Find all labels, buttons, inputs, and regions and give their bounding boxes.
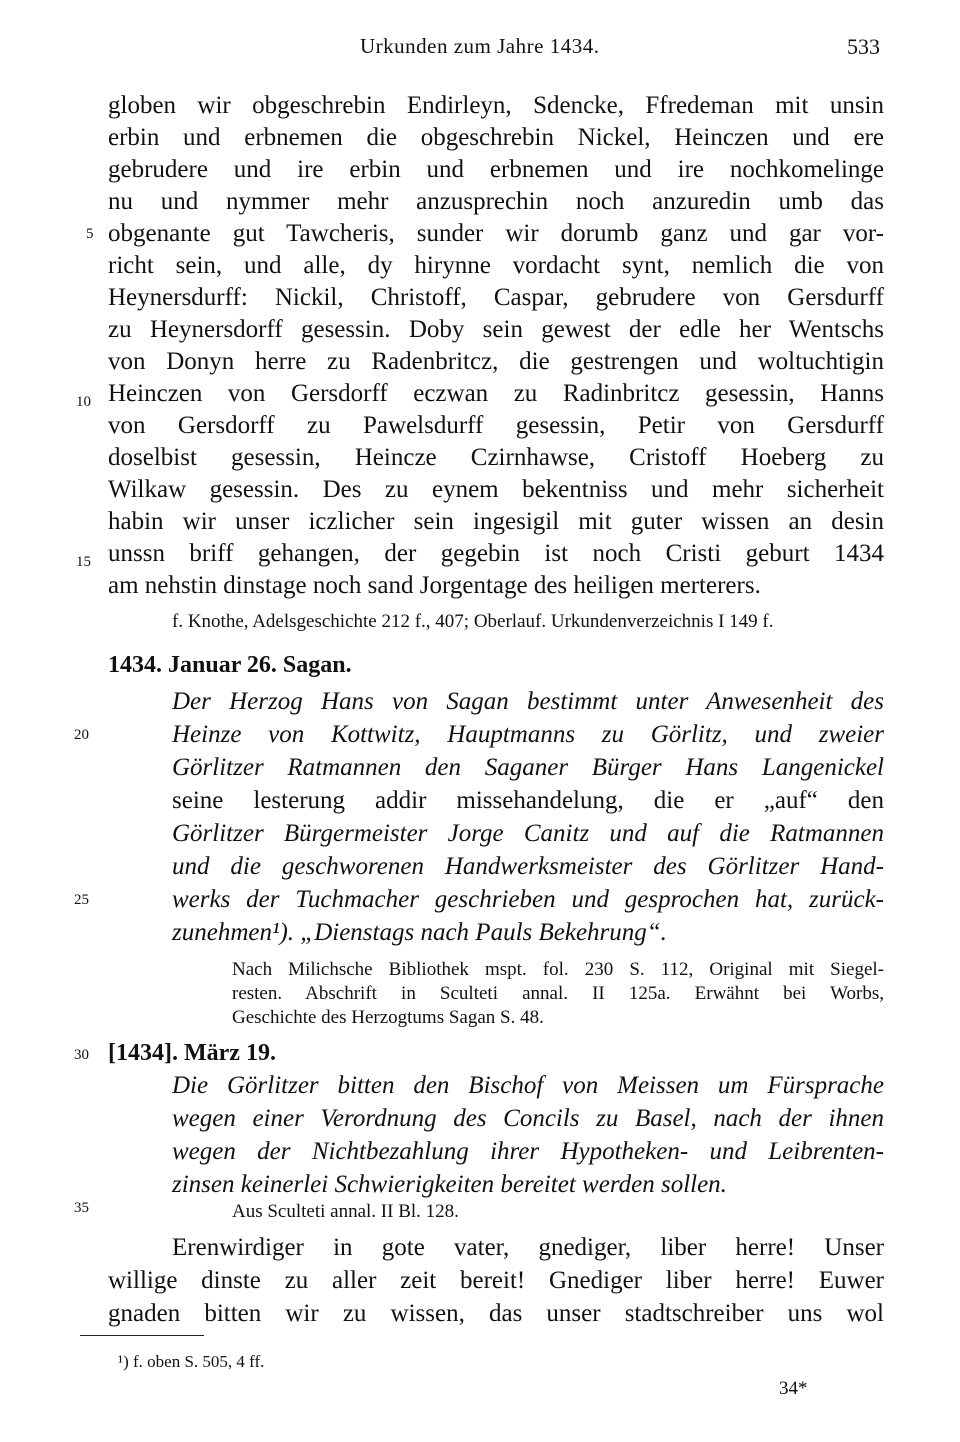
regest-line: Der Herzog Hans von Sagan bestimmt unter Anwesenheit des — [172, 688, 884, 715]
entry-heading: [1434]. März 19. — [108, 1040, 276, 1066]
text-line: nu und nymmer mehr anzusprechin noch anzuredin umb das — [108, 188, 884, 215]
text-line: erbin und erbnemen die obgeschrebin Nickel, Heinczen und ere — [108, 124, 884, 151]
line-number: 20 — [74, 727, 89, 743]
regest-line: zinsen keinerlei Schwierigkeiten bereitet werden sollen. — [172, 1171, 727, 1198]
text-line: richt sein, und alle, dy hirynne vordacht synt, nemlich die von — [108, 252, 884, 279]
letter-line: willige dinste zu aller zeit bereit! Gnediger liber herre! Euwer — [108, 1267, 884, 1294]
line-number: 15 — [76, 554, 91, 570]
text-line: von Gersdorff zu Pawelsdurff gesessin, Petir von Gersdurff — [108, 412, 884, 439]
text-line: globen wir obgeschrebin Endirleyn, Sdencke, Ffredeman mit unsin — [108, 92, 884, 119]
regest-line: wegen einer Verordnung des Concils zu Basel, nach der ihnen — [172, 1105, 884, 1132]
text-line: obgenante gut Tawcheris, sunder wir dorumb ganz und gar vor- — [108, 220, 884, 247]
signature-mark: 34* — [779, 1378, 808, 1399]
running-head — [0, 34, 960, 64]
text-line: Wilkaw gesessin. Des zu eynem bekentniss und mehr sicherheit — [108, 476, 884, 503]
regest-line: und die geschworenen Handwerksmeister des Görlitzer Hand- — [172, 853, 884, 880]
letter-line: gnaden bitten wir zu wissen, das unser stadtschreiber uns wol — [108, 1300, 884, 1327]
line-number: 35 — [74, 1200, 89, 1216]
regest-line: werks der Tuchmacher geschrieben und gesprochen hat, zurück- — [172, 886, 884, 913]
footnote: ¹) f. oben S. 505, 4 ff. — [118, 1352, 265, 1371]
line-number: 30 — [74, 1047, 89, 1063]
text-line: Heynersdurff: Nickil, Christoff, Caspar, gebrudere von Gersdurff — [108, 284, 884, 311]
source-note: resten. Abschrift in Sculteti annal. II 125a. Erwähnt bei Worbs, — [232, 983, 884, 1004]
text-line: unssn briff gehangen, der gegebin ist noch Cristi geburt 1434 — [108, 540, 884, 567]
regest-line: seine lesterung addir missehandelung, die er „auf“ den — [172, 787, 884, 814]
regest-line: Görlitzer Ratmannen den Saganer Bürger Hans Langenickel — [172, 754, 884, 781]
text-line: zu Heynersdorff gesessin. Doby sein gewest der edle her Wentschs — [108, 316, 884, 343]
text-line: gebrudere und ire erbin und erbnemen und ire nochkomelinge — [108, 156, 884, 183]
page-number: 533 — [847, 34, 880, 59]
source-note: f. Knothe, Adelsgeschichte 212 f., 407; Oberlauf. Urkundenverzeichnis I 149 f. — [172, 611, 774, 632]
regest-line: Heinze von Kottwitz, Hauptmanns zu Görlitz, und zweier — [172, 721, 884, 748]
regest-line: zunehmen¹). „Dienstags nach Pauls Bekehrung“. — [172, 919, 667, 946]
letter-line: Erenwirdiger in gote vater, gnediger, liber herre! Unser — [172, 1234, 884, 1261]
entry-heading: 1434. Januar 26. Sagan. — [108, 652, 352, 678]
line-number: 5 — [86, 226, 94, 242]
text-line: habin wir unser iczlicher sein ingesigil mit guter wissen an desin — [108, 508, 884, 535]
regest-line: wegen der Nichtbezahlung ihrer Hypotheken- und Leibrenten- — [172, 1138, 884, 1165]
regest-line: Die Görlitzer bitten den Bischof von Meissen um Fürsprache — [172, 1072, 884, 1099]
text-line: doselbist gesessin, Heincze Czirnhawse, Cristoff Hoeberg zu — [108, 444, 884, 471]
text-line: am nehstin dinstage noch sand Jorgentage des heiligen merterers. — [108, 572, 761, 599]
source-note: Nach Milichsche Bibliothek mspt. fol. 230 S. 112, Original mit Siegel- — [232, 959, 884, 980]
source-note: Geschichte des Herzogtums Sagan S. 48. — [232, 1007, 544, 1028]
footnote-rule — [80, 1335, 204, 1336]
line-number: 25 — [74, 892, 89, 908]
source-note: Aus Sculteti annal. II Bl. 128. — [232, 1201, 459, 1222]
regest-line: Görlitzer Bürgermeister Jorge Canitz und auf die Ratmannen — [172, 820, 884, 847]
running-title: Urkunden zum Jahre 1434. — [360, 34, 600, 58]
text-line: Heinczen von Gersdorff eczwan zu Radinbritcz gesessin, Hanns — [108, 380, 884, 407]
text-line: von Donyn herre zu Radenbritcz, die gestrengen und woltuchtigin — [108, 348, 884, 375]
line-number: 10 — [76, 394, 91, 410]
